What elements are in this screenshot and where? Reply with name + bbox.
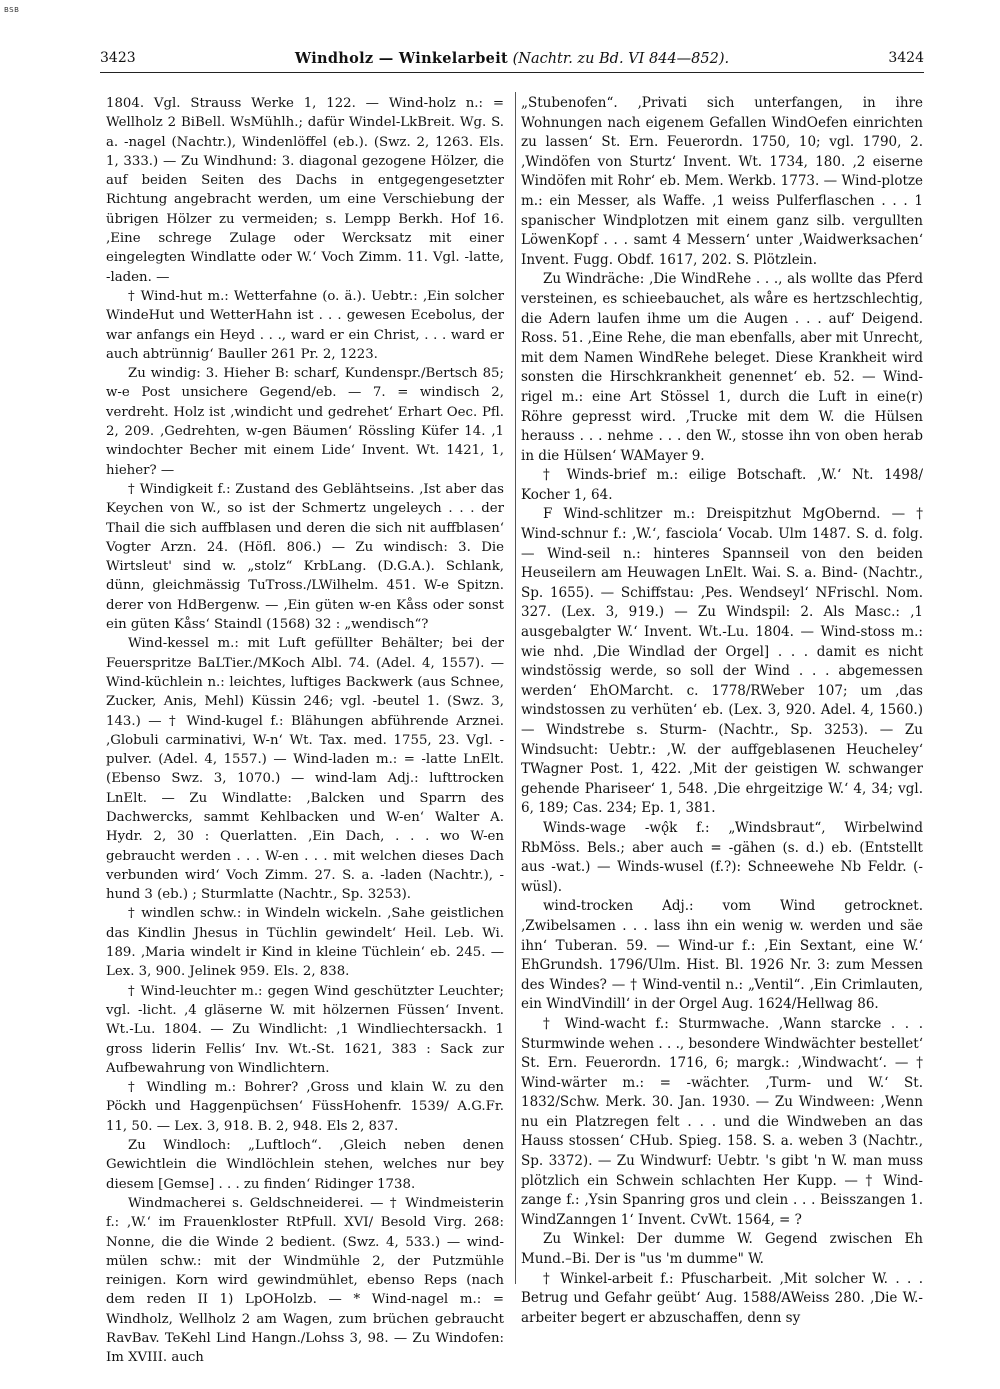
running-title-reference: (Nachtr. zu Bd. VI 844—852). [512, 51, 730, 67]
column-divider [515, 92, 516, 1284]
entry-paragraph: † windlen schw.: in Windeln wickeln. ‚Sahe geistlichen das Kindlin Jhesus in Tüchlin gewindelt‘ Heil. Leb. Wi. 189. ‚Maria windelt ir Kind in kleine Tüchlein‘ eb. 245. — Lex. 3, 900. Jelinek 959. Els. 2, 838. [106, 906, 504, 980]
running-title-main: Windholz — Winkelarbeit [294, 50, 508, 67]
entry-paragraph: Winds-wage -wǫ̂k f.: „Windsbraut“, Wirbelwind RbMöss. Bels.; aber auch = -gähen (s. d.) eb. (Entstellt aus -wat.) — Winds-wusel (f.?): Schneewehe Nb Feldr. (-wüsl). [521, 819, 923, 895]
running-title [100, 50, 924, 67]
entry-paragraph: 1804. Vgl. Strauss Werke 1, 122. — Wind-holz n.: = Wellholz 2 BiBell. WsMühlh.; dafür Windel-LkBreit. Wg. S. a. -nagel (Nachtr.), Windenlöffel (eb.). (Swz. 2, 1263. Els. 1, 333.) — Zu Windhund: 3. diagonal gezogene Hölzer, die auf beiden Seiten des Dachs in entgegengesetzter Richtung angebracht werden, um eine Verschiebung der übrigen Hölzer zu vermeiden; s. Lempp Berkh. Hof 16. ‚Eine schrege Zulage oder Wercksatz mit einer eingelegten Windlatte oder W.‘ Voch Zimm. 11. Vgl. -latte, -laden. — [106, 96, 504, 285]
entry-paragraph: † Windling m.: Bohrer? ‚Gross und klain W. zu den Pöckh und Haggenpüchsen‘ FüssHohenfr. 1539/ A.G.Fr. 11, 50. — Lex. 3, 918. B. 2, 948. Els 2, 837. [106, 1080, 504, 1134]
entry-paragraph: † Windigkeit f.: Zustand des Geblähtseins. ‚Ist aber das Keychen von W., so ist der Schmertz ungeleych . . . der Thail die sich auffblasen und deren die sich nit auffblasen‘ Vogter Arzn. 24. (Höfl. 806.) — Zu windisch: 3. Die Wirtsleut' sind w. „stolz“ KrbLang. (D.G.A.). Schlank, dünn, gleichmässig TuTross./LWilhelm. 451. W-e Spitzn. derer von HdBergenw. — ‚Ein güten w-en Kåss oder sonst ein güten Kåss‘ Staindl (1568) 32 : „wendisch“? [106, 481, 504, 633]
entry-paragraph: Zu windig: 3. Hieher B: scharf, Kundenspr./Bertsch 85; w-e Post unsichere Gegend/eb. — 7. = windisch 2, verdreht. Holz ist ‚windicht und gedrehet‘ Erhart Oec. Pfl. 2, 209. ‚Gedrehten, w-gen Bäumen‘ Rössling Küfer 14. ‚1 windochter Becher mit einem Lide‘ Invent. Wt. 1421, 1, hieher? — [106, 366, 504, 478]
header-rule [100, 72, 924, 73]
left-column [106, 94, 504, 1368]
page-number-right: 3424 [888, 50, 924, 66]
library-stamp: BSB [4, 6, 20, 14]
entry-paragraph: † Wind-wacht f.: Sturmwache. ‚Wann starcke . . . Sturmwinde wehen . . ., besondere Windwächter bestellet‘ St. Ern. Feuerordn. 1716, 6; margk.: ‚Windwacht‘. — † Wind-wärter m.: = -wächter. ‚Turm- und W.‘ St. 1832/Schw. Merk. 30. Jan. 1930. — Zu Windween: ‚Wenn nu ein Platzregen felt . . . und die Windweben an das Hauss stossen‘ CHub. Spieg. 158. S. a. weben 3 (Nachtr., Sp. 3372). — Zu Windwurf: Uebtr. 's gibt 'n W. man muss plötzlich ein Schwein schlachten Her Kupp. — † Wind-zange f.: ‚Ysin Spanring gros und clein . . . Beisszangen 1. WindZanngen 1‘ Invent. CvWt. 1564, = ? [521, 1015, 923, 1228]
entry-paragraph: † Wind-hut m.: Wetterfahne (o. ä.). Uebtr.: ‚Ein solcher WindeHut und WetterHahn ist . . . gewesen Ecebolus, der war anfangs ein Heyd . . ., ward er ein Christ, . . . ward er auch abtrünnig‘ Bauller 261 Pr. 2, 1223. [106, 288, 504, 362]
entry-paragraph: Zu Windräche: ‚Die WindRehe . . ., als wollte das Pferd versteinen, es schieebauchet, als wåre es hertzschlechtig, die Adern laufen ihme um die Augen . . . auf‘ Deigend. Ross. 51. ‚Eine Rehe, die man ebenfalls, aber mit Unrecht, mit dem Namen WindRehe beleget. Diese Krankheit wird sonsten die Hirschkrankheit genennet‘ eb. 52. — Wind-rigel m.: eine Art Stössel 1, durch die Luft in eine(r) Röhre gepresst wird. ‚Trucke mit dem W. die Hülsen herauss . . . nehme . . . den W., stosse ihn von oben herab in die Hülsen‘ WAMayer 9. [521, 271, 923, 464]
entry-paragraph: † Wind-leuchter m.: gegen Wind geschützter Leuchter; vgl. -licht. ‚4 gläserne W. mit hölzernen Füssen‘ Invent. Wt.-Lu. 1804. — Zu Windlicht: ‚1 Windliechtersackh. 1 gross liderin Fellis‘ Inv. Wt.-St. 1621, 383 : Sack zur Aufbewahrung von Windlichtern. [106, 983, 504, 1076]
entry-paragraph: Zu Winkel: Der dumme W. Gegend zwischen Eh Mund.–Bi. Der is "us 'm dumme" W. [521, 1231, 923, 1268]
entry-paragraph: Windmacherei s. Geldschneiderei. — † Windmeisterin f.: ‚W.‘ im Frauenkloster RtPfull. XVI/ Besold Virg. 268: Nonne, die die Winde 2 bedient. (Swz. 4, 533.) — wind-mülen schw.: mit der Windmühle 2, der Putzmühle reinigen. Korn wird gewindmühlet, ebenso Reps (nach dem reden II 1) LpOHolzb. — * Wind-nagel m.: = Windholz, Wellholz 2 am Wagen, zum brüchen gebraucht RavBav. TeKehl Lind Hangn./Lohss 3, 98. — Zu Windofen: Im XVIII. auch [106, 1195, 504, 1366]
entry-paragraph: † Winds-brief m.: eilige Botschaft. ‚W.‘ Nt. 1498/ Kocher 1, 64. [521, 467, 923, 503]
entry-paragraph: Wind-kessel m.: mit Luft gefüllter Behälter; bei der Feuerspritze BaLTier./MKoch Albl. 74. (Adel. 4, 1557). — Wind-küchlein n.: leichtes, luftiges Backwerk (aus Schnee, Zucker, Anis, Mehl) Küssin 246; vgl. -beutel 1. (Swz. 3, 143.) — † Wind-kugel f.: Blähungen abführende Arznei. ‚Globuli carminativi, W-n‘ Wt. Tax. med. 1755, 23. Vgl. -pulver. (Adel. 4, 1557.) — Wind-laden m.: = -latte LnElt. (Ebenso Swz. 3, 1070.) — wind-lam Adj.: lufttrocken LnElt. — Zu Windlatte: ‚Balcken und Sparrn des Dachwercks, sammt Kehlbacken und W-en‘ Walter A. Hydr. 2, 30 : Querlatten. ‚Ein Dach, . . . wo W-en gebraucht werden . . . W-en . . . mit welchen dieses Dach verbunden wird‘ Voch Zimm. 27. S. a. -laden (Nachtr.), -hund 3 (eb.) ; Sturmlatte (Nachtr., Sp. 3253). [106, 636, 504, 903]
entry-paragraph: F Wind-schlitzer m.: Dreispitzhut MgObernd. — † Wind-schnur f.: ‚W.‘, fasciola‘ Vocab. Ulm 1487. S. d. folg. — Wind-seil n.: hinteres Spannseil von den beiden Heuseilern am Heuwagen LnElt. Wai. S. a. Bind- (Nachtr., Sp. 1655). — Schiffstau: ‚Pes. Wendseyl‘ NFrischl. Nom. 327. (Lex. 3, 919.) — Zu Windspil: 2. Als Masc.: ‚1 ausgebalgter W.‘ Invent. Wt.-Lu. 1804. — Wind-stoss m.: wie nhd. ‚Die Windlad der Orgel] . . . damit es nicht windstössig werde, so soll der Wind . . . abgemessen werden‘ EhOMarcht. c. 1778/RWeber 107; um ‚das windstossen zu verhüten‘ eb. (Lex. 3, 920. Adel. 4, 1560.) — Windstrebe s. Sturm- (Nachtr., Sp. 3253). — Zu Windsucht: Uebtr.: ‚W. der auffgeblasenen Heucheley‘ TWagner Post. 1, 422. ‚Mit der geistigen W. schwanger gehende Phariseer‘ 1, 548. ‚Die ehrgeitzige W.‘ 4, 34; vgl. 6, 189; Cas. 234; Ep. 1, 381. [521, 506, 923, 817]
right-column [521, 94, 923, 1328]
entry-paragraph: Zu Windloch: „Luftloch“. ‚Gleich neben denen Gewichtlein die Windlöchlein stehen, welches nur bey diesem [Gemse] . . . zu finden‘ Ridinger 1738. [106, 1138, 504, 1192]
entry-paragraph: † Winkel-arbeit f.: Pfuscharbeit. ‚Mit solcher W. . . . Betrug und Gefahr geübt‘ Aug. 1588/AWeiss 280. ‚Die W.-arbeiter begert er abzuschaffen, denn sy [521, 1270, 923, 1326]
entry-paragraph: wind-trocken Adj.: vom Wind getrocknet. ‚Zwibelsamen . . . lass ihn ein wenig w. werden und säe ihn‘ Tuberan. 59. — Wind-ur f.: ‚Ein Sextant, eine W.‘ EhGrundsh. 1796/Ulm. Hist. Bl. 1926 Nr. 3: zum Messen des Windes? — † Wind-ventil n.: „Ventil“. ‚Ein Crimlauten, ein WindVindill‘ in der Orgel Aug. 1624/Hellwag 86. [521, 898, 923, 1013]
entry-paragraph: „Stubenofen“. ‚Privati sich unterfangen, in ihre Wohnungen nach eigenem Gefallen WindOefen einrichten zu lassen‘ St. Ern. Feuerordn. 1750, 10; vgl. 1790, 2. ‚Windöfen von Sturtz‘ Invent. Wt. 1734, 180. ‚2 eiserne Windöfen mit Rohr‘ eb. Mem. Werkb. 1773. — Wind-plotze m.: ein Messer, als Waffe. ‚1 weiss Pulferflaschen . . . 1 spanischer Windplotzen mit einem ganz silb. vergullten LöwenKopf . . . samt 4 Messern‘ unter ‚Waidwerksachen‘ Invent. Fugg. Obdf. 1617, 202. S. Plötzlein. [521, 95, 923, 268]
page-number-left: 3423 [100, 50, 136, 66]
page-header [100, 50, 924, 72]
